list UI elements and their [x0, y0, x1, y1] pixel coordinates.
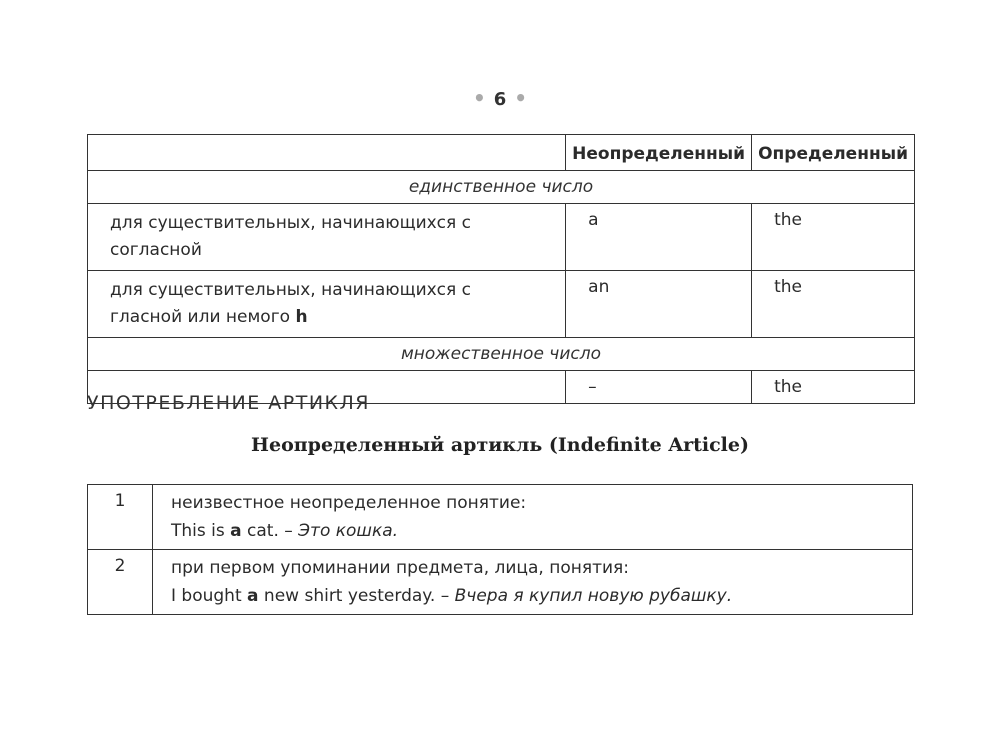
- row-description: для существительных, начинающихся с согласной: [88, 204, 566, 271]
- bullet-dot-icon: •: [472, 86, 486, 110]
- subsection-heading: Неопределенный артикль (Indefinite Article): [251, 434, 749, 456]
- row-description-text: для существительных, начинающихся с гласной или немого: [110, 280, 472, 327]
- rule-example: [171, 582, 894, 610]
- header-definite: Определенный: [752, 135, 915, 171]
- example-article: a: [247, 586, 259, 606]
- usage-table: [87, 484, 913, 615]
- example-article: a: [230, 521, 242, 541]
- example-translation: Это кошка.: [298, 521, 399, 541]
- bullet-dot-icon: •: [514, 86, 528, 110]
- section-row-singular: [88, 171, 915, 204]
- header-indefinite: Неопределенный: [566, 135, 752, 171]
- row-indefinite: –: [566, 371, 752, 404]
- section-heading: УПОТРЕБЛЕНИЕ АРТИКЛЯ: [87, 392, 371, 414]
- rule-content: [153, 550, 913, 615]
- example-text: cat. –: [241, 521, 299, 541]
- example-text: This is: [171, 521, 231, 541]
- rule-text: неизвестное неопределенное понятие:: [171, 493, 527, 513]
- header-empty: [88, 135, 566, 171]
- table-row: [88, 271, 915, 338]
- rule-number: 2: [88, 550, 153, 615]
- row-definite: the: [752, 371, 915, 404]
- example-translation: Вчера я купил новую рубашку.: [454, 586, 733, 606]
- singular-label: единственное число: [88, 171, 915, 204]
- articles-table: [87, 134, 915, 404]
- table-row: [88, 485, 913, 550]
- table-row: [88, 204, 915, 271]
- rule-example: [171, 517, 894, 545]
- rule-text: при первом упоминании предмета, лица, понятия:: [171, 558, 629, 578]
- table-header-row: [88, 135, 915, 171]
- table-row: [88, 550, 913, 615]
- page-number: [0, 86, 1000, 110]
- plural-label: множественное число: [88, 338, 915, 371]
- page-number-value: 6: [493, 89, 507, 110]
- row-indefinite: a: [566, 204, 752, 271]
- row-description: [88, 271, 566, 338]
- row-indefinite: an: [566, 271, 752, 338]
- row-definite: the: [752, 271, 915, 338]
- row-description-bold: h: [295, 307, 308, 327]
- example-text: new shirt yesterday. –: [258, 586, 455, 606]
- section-row-plural: [88, 338, 915, 371]
- rule-number: 1: [88, 485, 153, 550]
- row-definite: the: [752, 204, 915, 271]
- example-text: I bought: [171, 586, 248, 606]
- rule-content: [153, 485, 913, 550]
